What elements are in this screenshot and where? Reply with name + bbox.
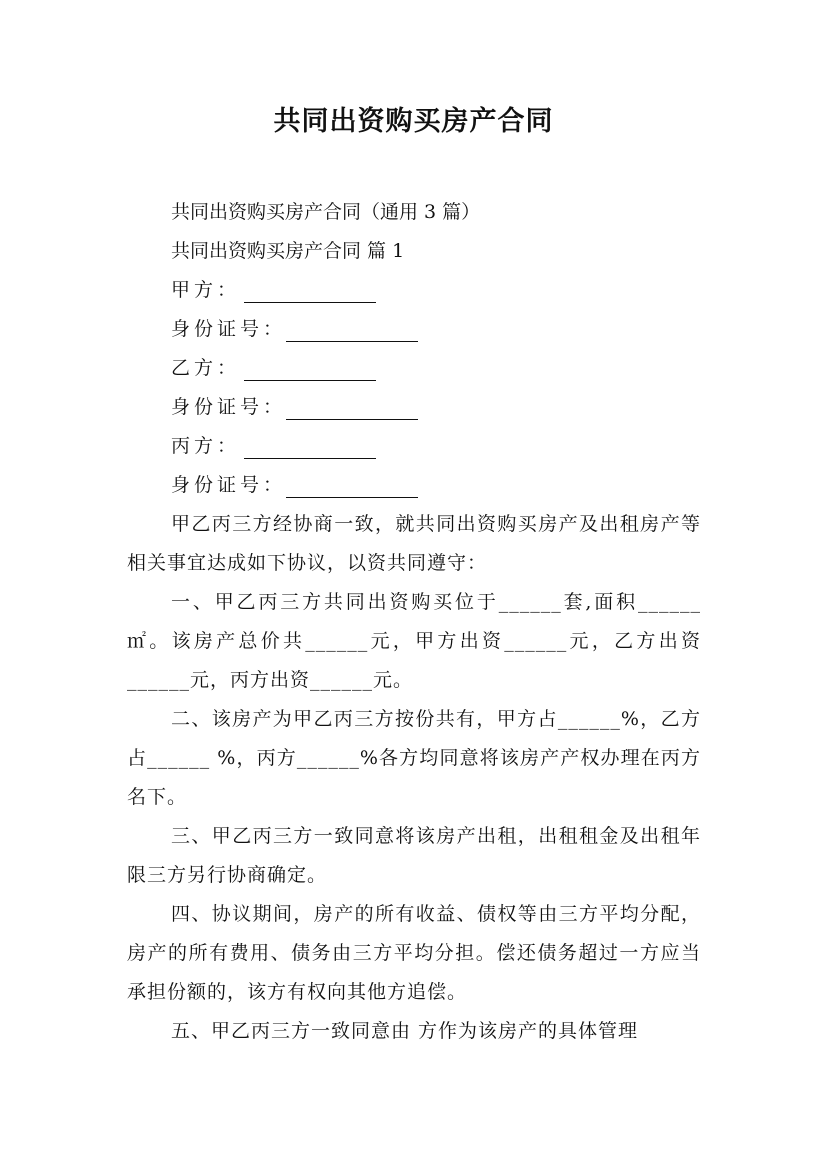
party-b-id-line bbox=[127, 388, 701, 427]
party-a-label: 甲方： bbox=[171, 279, 241, 301]
party-c-label: 丙方： bbox=[171, 435, 241, 457]
party-b-id-blank bbox=[286, 397, 418, 420]
subtitle-text: 共同出资购买房产合同（通用 3 篇） bbox=[171, 201, 481, 223]
party-a-line bbox=[127, 271, 701, 310]
party-c-id-label: 身份证号： bbox=[171, 474, 287, 496]
party-a-id-line bbox=[127, 310, 701, 349]
party-b-line bbox=[127, 349, 701, 388]
paragraph-clause-4: 四、协议期间，房产的所有收益、债权等由三方平均分配，房产的所有费用、债务由三方平均分担。偿还债务超过一方应当承担份额的，该方有权向其他方追偿。 bbox=[127, 903, 701, 1003]
party-c-blank bbox=[244, 436, 376, 459]
party-b-blank bbox=[244, 358, 376, 381]
party-c-id-blank bbox=[286, 475, 418, 498]
paragraph-intro: 甲乙丙三方经协商一致，就共同出资购买房产及出租房产等相关事宜达成如下协议，以资共同遵守： bbox=[127, 513, 701, 574]
party-b-id-label: 身份证号： bbox=[171, 396, 287, 418]
party-c-id-line bbox=[127, 466, 701, 505]
paragraph-clause-2: 二、该房产为甲乙丙三方按份共有，甲方占______%，乙方占______ %，丙方______%各方均同意将该房产产权办理在丙方名下。 bbox=[127, 708, 701, 808]
party-a-id-blank bbox=[286, 319, 418, 342]
document-body bbox=[127, 193, 701, 1051]
paragraph-clause-5: 五、甲乙丙三方一致同意由 方作为该房产的具体管理 bbox=[171, 1020, 639, 1042]
paragraph-clause-3: 三、甲乙丙三方一致同意将该房产出租，出租租金及出租年限三方另行协商确定。 bbox=[127, 825, 701, 886]
party-b-label: 乙方： bbox=[171, 357, 241, 379]
party-a-blank bbox=[244, 280, 376, 303]
section-heading-line bbox=[127, 232, 701, 271]
paragraph-clause-1: 一、甲乙丙三方共同出资购买位于______套,面积______㎡。该房产总价共______元，甲方出资______元，乙方出资______元，丙方出资______元。 bbox=[127, 591, 701, 691]
document-title: 共同出资购买房产合同 bbox=[273, 106, 554, 137]
party-c-line bbox=[127, 427, 701, 466]
section-heading-text: 共同出资购买房产合同 篇 1 bbox=[171, 240, 405, 262]
subtitle-line bbox=[127, 193, 701, 232]
party-a-id-label: 身份证号： bbox=[171, 318, 287, 340]
